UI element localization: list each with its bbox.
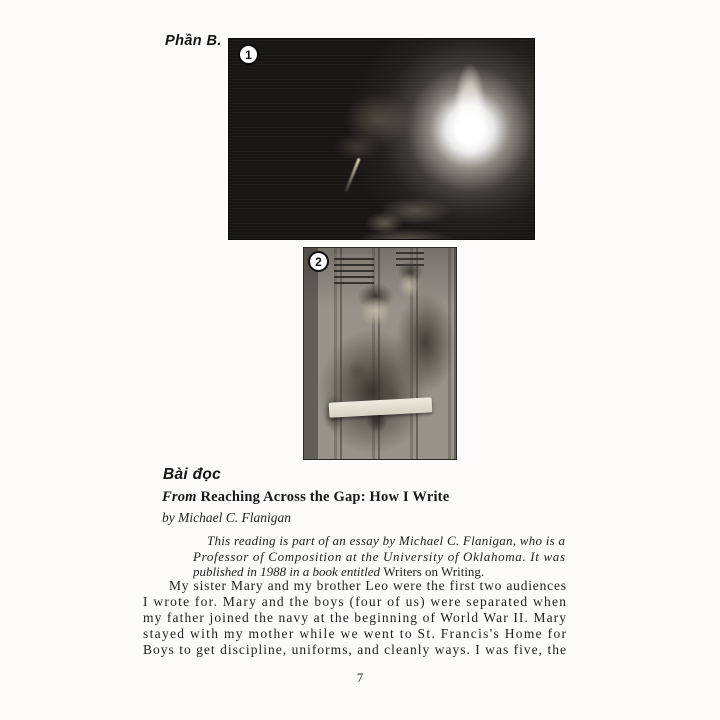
- photo-1-number-badge: 1: [238, 44, 259, 65]
- body-line: Boys to get discipline, uniforms, and cleanly ways. I was five, the: [143, 642, 566, 657]
- pen-highlight: [344, 158, 360, 193]
- author-byline: by Michael C. Flanigan: [162, 510, 291, 525]
- body-line: my father joined the navy at the beginning of World War II. Mary: [143, 610, 566, 625]
- intro-line-roman-part: Writers on Writing.: [383, 564, 485, 579]
- letter-paper: [329, 397, 433, 417]
- section-label: Phần B.: [165, 33, 222, 49]
- photo-2-number-badge: 2: [308, 251, 329, 272]
- photo-soldiers-reading: [303, 247, 457, 460]
- reading-title-rest: Reaching Across the Gap: How I Write: [196, 489, 450, 505]
- intro-line: This reading is part of an essay by Michael C. Flanigan, who is a: [207, 533, 565, 548]
- reading-title: [162, 489, 449, 506]
- body-paragraph: [143, 577, 567, 662]
- body-line: My sister Mary and my brother Leo were the first two audiences: [169, 578, 566, 593]
- body-line: stayed with my mother while we went to St. Francis's Home for: [143, 626, 566, 641]
- page-number: 7: [356, 670, 364, 685]
- reading-title-from: From: [162, 489, 197, 505]
- intro-paragraph: [193, 529, 565, 581]
- body-line: I wrote for. Mary and the boys (four of us) were separated when: [143, 594, 566, 609]
- reading-section-heading: Bài đọc: [163, 466, 222, 483]
- intro-line-italic-part: published in 1988 in a book entitled: [193, 564, 384, 579]
- intro-line: Professor of Composition at the University of Oklahoma. It was: [193, 549, 565, 564]
- photo-writing-by-lamp: [228, 38, 535, 240]
